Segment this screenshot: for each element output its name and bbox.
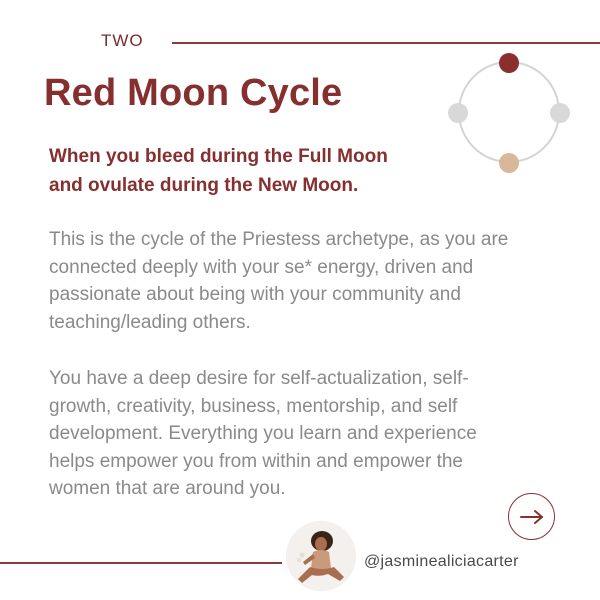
subtitle-line: and ovulate during the New Moon. xyxy=(49,175,359,196)
paragraph-priestess xyxy=(49,226,569,336)
subtitle xyxy=(49,142,449,200)
cycle-node-top xyxy=(499,53,519,73)
cycle-node-bottom xyxy=(499,153,519,173)
paragraph-line: This is the cycle of the Priestess archetype, as you are xyxy=(49,229,509,250)
arrow-right-icon xyxy=(519,509,545,525)
cycle-ring xyxy=(459,62,559,162)
paragraph-line: connected deeply with your se* energy, driven and xyxy=(49,256,474,278)
paragraph-line: development. Everything you learn and experience xyxy=(49,423,477,444)
paragraph-line: women that are around you. xyxy=(49,478,286,499)
section-eyebrow: TWO xyxy=(101,31,144,50)
next-slide-button[interactable] xyxy=(508,493,555,540)
profile-photo-icon xyxy=(286,521,356,591)
paragraph-desire xyxy=(49,365,569,503)
top-divider xyxy=(172,42,600,44)
social-handle: @jasminealiciacarter xyxy=(364,553,519,570)
paragraph-line: teaching/leading others. xyxy=(49,311,251,333)
subtitle-line: When you bleed during the Full Moon xyxy=(49,146,388,167)
bottom-divider xyxy=(0,562,282,564)
page-title: Red Moon Cycle xyxy=(44,72,343,114)
cycle-node-right xyxy=(550,103,570,123)
paragraph-line: growth, creativity, business, mentorship, and self xyxy=(49,395,458,417)
paragraph-line: You have a deep desire for self-actualization, self- xyxy=(49,368,469,389)
paragraph-line: passionate about being with your community and xyxy=(49,284,461,305)
moon-cycle-diagram xyxy=(440,53,580,183)
avatar xyxy=(286,521,356,591)
paragraph-line: helps empower you from within and empower the xyxy=(49,450,463,472)
cycle-node-left xyxy=(448,103,468,123)
